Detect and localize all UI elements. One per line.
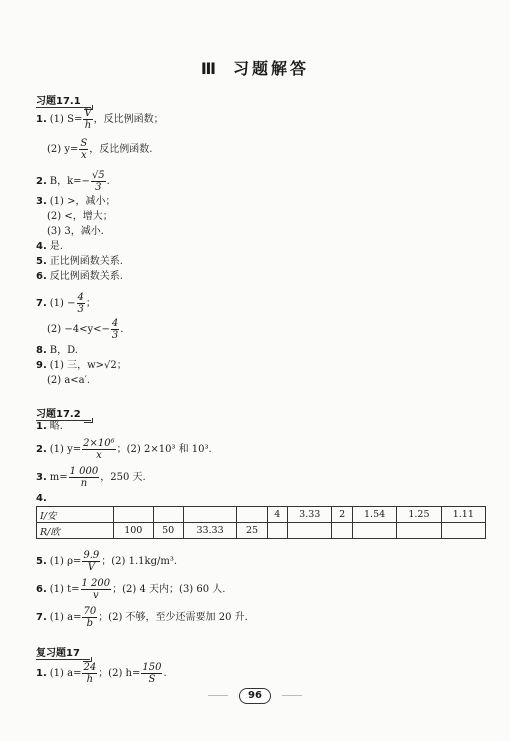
answer-2-6: 6. (1) t= $\frac{1 200}{v}$ ；(2) 4 天内；(3) 60 人. [36,578,226,601]
table-cell [352,523,396,539]
fraction: $\frac{150}{S}$ [142,662,162,685]
answer-5: 5. 正比例函数关系. [36,256,123,267]
page-number-rule-left [208,695,228,696]
fraction: $\frac{24}{h}$ [83,662,97,685]
table-cell: 33.33 [183,523,237,539]
section-heading-review-17: 复习题17 [36,644,90,660]
table-cell [267,523,288,539]
table-cell: 100 [114,523,154,539]
answer-review-1: 1. (1) a= $\frac{24}{h}$ ；(2) h= $\frac{150}{S}$ . [36,662,167,685]
answer-2-2: 2. (1) y= $\frac{\text{2×10⁶}}{x}$ ；(2) 2×10³ 和 10³. [36,438,212,461]
current-resistance-table [36,506,486,539]
answer-1-1: 1. (1) S= $\frac{V}{h}$ ，反比例函数； [36,108,164,131]
title-text: 习题解答 [233,59,310,78]
answer-9-1: 9. (1) 三，w>√2； [36,360,127,371]
fraction: $\frac{V}{h}$ [84,108,92,131]
answer-2-5: 5. (1) ρ= $\frac{9.9}{V}$ ；(2) 1.1kg/m³. [36,550,178,573]
fraction: $\frac{9.9}{V}$ [83,550,100,573]
section-heading-17-2: 习题17.2 [36,405,91,421]
answer-2-1: 1. 略. [36,421,63,432]
answer-2-4: 4. [36,493,47,504]
answer-2-3: 3. m= $\frac{1 000}{n}$ ，250 天. [36,466,146,489]
table-cell: 1.11 [441,507,485,523]
fraction: $\frac{S}{x}$ [80,138,88,161]
fraction: $\frac{√5}{3}$ [91,170,105,193]
answer-2-7: 7. (1) a= $\frac{70}{b}$ ；(2) 不够，至少还需要加 20 升. [36,606,248,629]
fraction: $\frac{70}{b}$ [83,606,97,629]
table-row [37,507,486,523]
answer-3-1: 3. (1) >，减小； [36,196,116,207]
table-cell [153,507,183,523]
table-cell [114,507,154,523]
table-cell: R/欧 [37,523,114,539]
page-number: 96 [233,688,277,702]
title-roman-numeral: Ⅲ [200,59,220,78]
answer-8: 8. B，D. [36,345,78,356]
table-cell: 2 [332,507,353,523]
table-cell [332,523,353,539]
table-cell [183,507,237,523]
answer-6: 6. 反比例函数关系. [36,271,123,282]
answer-1-2: (2) y= $\frac{S}{x}$ ，反比例函数. [47,138,153,161]
table-cell: 1.25 [397,507,441,523]
fraction: $\frac{1 000}{n}$ [69,466,99,489]
table-cell: 50 [153,523,183,539]
table-cell: 4 [267,507,288,523]
table-cell: I/安 [37,507,114,523]
fraction: $\frac{1 200}{v}$ [81,578,111,601]
table-cell: 3.33 [288,507,332,523]
table-cell [237,507,267,523]
answer-2: 2. B，k=− $\frac{√5}{3}$ . [36,170,110,193]
table-cell [397,523,441,539]
answer-4: 4. 是. [36,241,63,252]
answer-3-2: (2) <，增大； [47,211,113,222]
page-number-rule-right [282,695,302,696]
section-heading-17-1: 习题17.1 [36,92,91,108]
fraction: $\frac{4}{3}$ [77,292,84,315]
fraction: $\frac{\text{2×10⁶}}{x}$ [83,438,115,461]
table-cell: 25 [237,523,267,539]
table-cell [441,523,485,539]
table-row [37,523,486,539]
table-cell [288,523,332,539]
answer-9-2: (2) a<a′. [47,375,91,386]
page-title [0,56,510,79]
fraction: $\frac{4}{3}$ [111,318,119,341]
answer-3-3: (3) 3，减小. [47,226,104,237]
answer-7-1: 7. (1) − $\frac{4}{3}$ ； [36,292,96,315]
table-cell: 1.54 [352,507,396,523]
answer-7-2: (2) −4<y<− $\frac{4}{3}$ . [47,318,124,341]
